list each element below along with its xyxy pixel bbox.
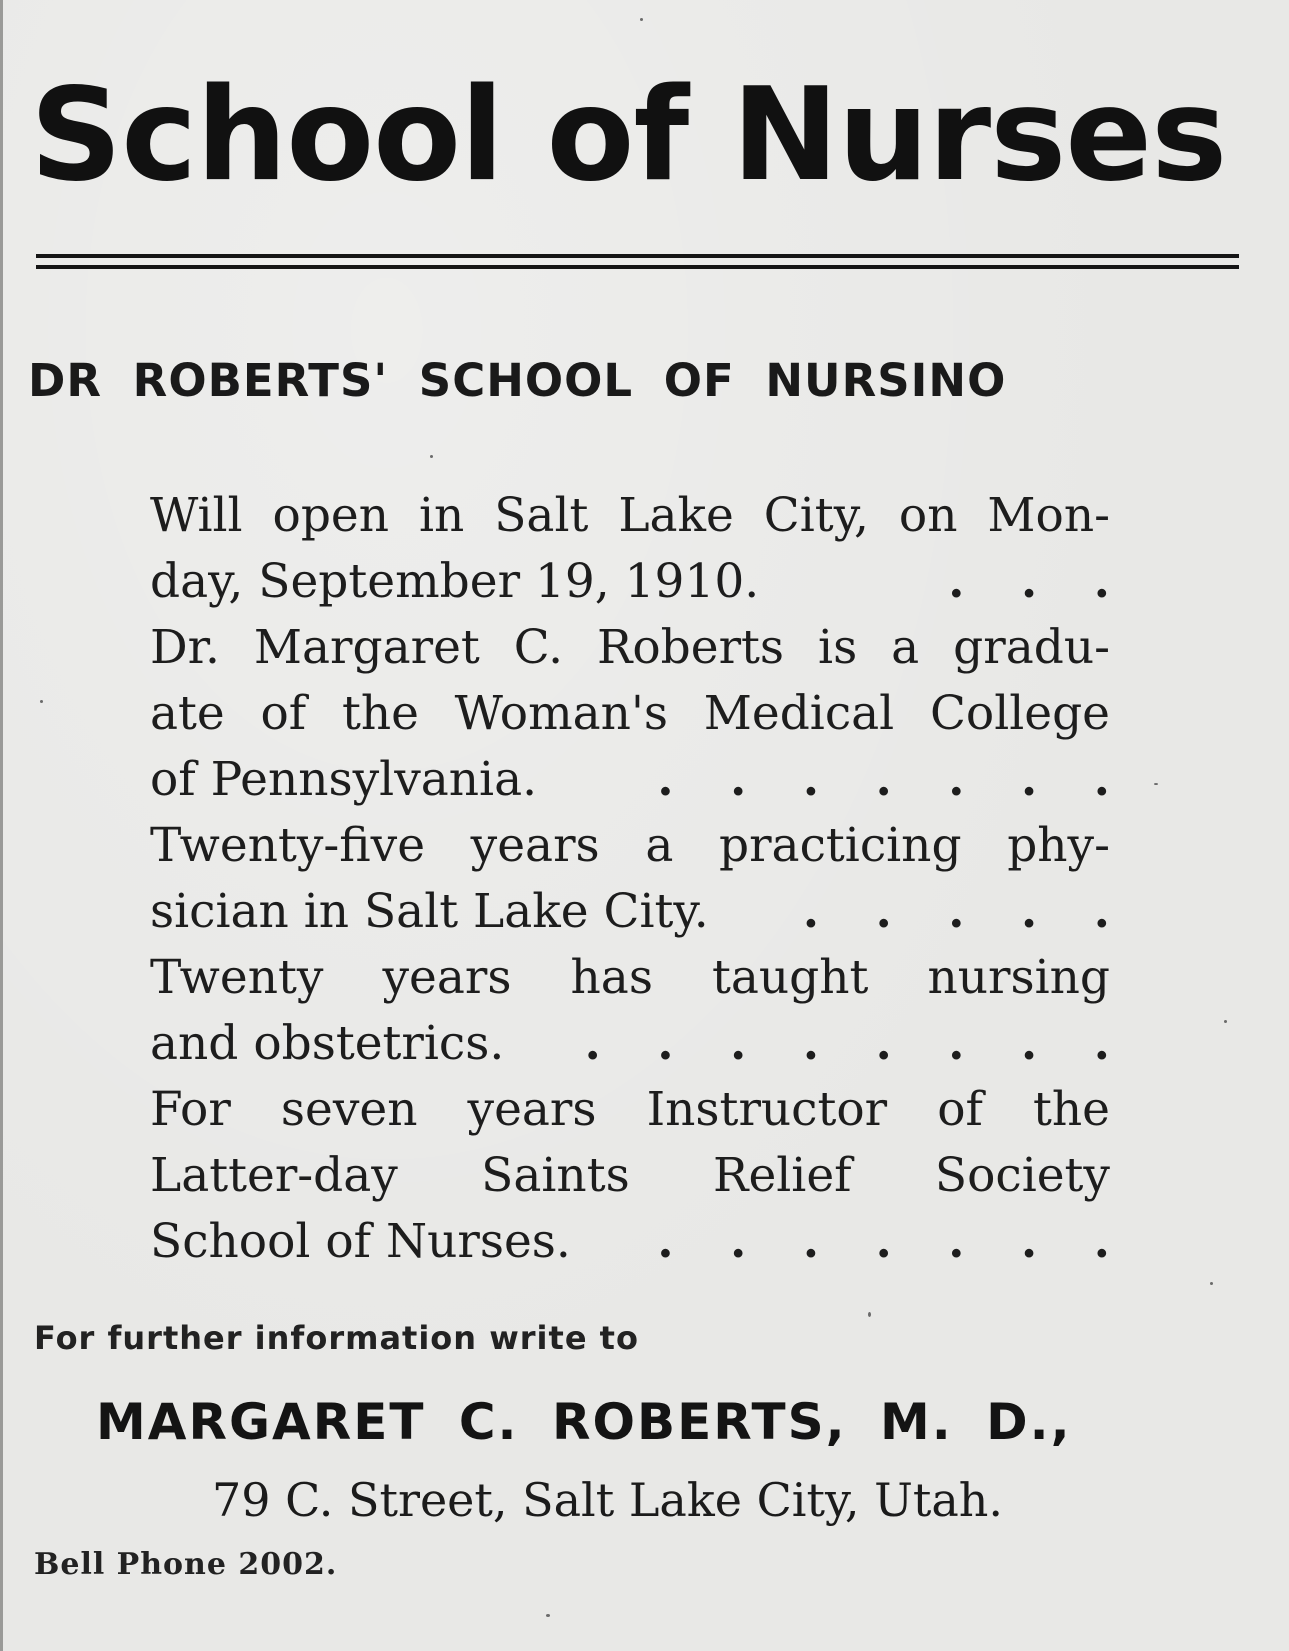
scan-speck: [546, 1614, 550, 1617]
body-line: [150, 747, 1130, 813]
leader-dots: . . . . . . .: [657, 1214, 1130, 1269]
body-line: [150, 945, 1110, 1011]
scan-speck: [1224, 1020, 1227, 1023]
body-line-text: sician in Salt Lake City.: [150, 884, 709, 939]
body-line: [150, 615, 1110, 681]
double-rule-bottom: [36, 265, 1239, 269]
body-line-text: Twenty years has taught nursing: [150, 950, 1110, 1005]
phone-line: Bell Phone 2002.: [34, 1547, 338, 1582]
body-line: [150, 681, 1110, 747]
signature-name: MARGARET C. ROBERTS, M. D.,: [96, 1393, 1072, 1451]
body-line-text: and obstetrics.: [150, 1016, 505, 1071]
body-line: [150, 549, 1130, 615]
leader-dots: . . . . . . .: [657, 752, 1130, 807]
scan-edge: [0, 0, 3, 1651]
body-line-text: of Pennsylvania.: [150, 752, 538, 807]
double-rule-top: [36, 254, 1239, 258]
scan-speck: [1154, 783, 1158, 785]
body-line-text: ate of the Woman's Medical College: [150, 686, 1110, 741]
body-line: [150, 1011, 1130, 1077]
body-line: [150, 1143, 1110, 1209]
body-line-text: For seven years Instructor of the: [150, 1082, 1110, 1137]
scan-speck: [640, 18, 643, 21]
scan-speck: [1210, 1282, 1213, 1285]
body-text: [150, 483, 1130, 1275]
body-line-text: School of Nurses.: [150, 1214, 571, 1269]
body-line-text: Will open in Salt Lake City, on Mon-: [150, 488, 1110, 543]
scan-speck: [40, 700, 43, 703]
address-line: 79 C. Street, Salt Lake City, Utah.: [212, 1473, 1004, 1527]
leader-dots: . . . . .: [802, 884, 1130, 939]
body-line-text: day, September 19, 1910.: [150, 554, 760, 609]
leader-dots: . . .: [948, 554, 1130, 609]
scan-speck: [868, 1312, 871, 1317]
body-line: [150, 1209, 1130, 1275]
subheading: DR ROBERTS' SCHOOL OF NURSINO: [28, 354, 1007, 407]
further-info-text: For further information write to: [34, 1319, 639, 1357]
body-line: [150, 1077, 1110, 1143]
body-line: [150, 879, 1130, 945]
body-line: [150, 483, 1110, 549]
body-line: [150, 813, 1110, 879]
headline: School of Nurses: [30, 61, 1227, 210]
body-line-text: Latter-day Saints Relief Society: [150, 1148, 1110, 1203]
body-line-text: Dr. Margaret C. Roberts is a gradu-: [150, 620, 1110, 675]
leader-dots: . . . . . . . .: [584, 1016, 1130, 1071]
body-line-text: Twenty-five years a practicing phy-: [150, 818, 1110, 873]
scan-speck: [430, 455, 433, 458]
